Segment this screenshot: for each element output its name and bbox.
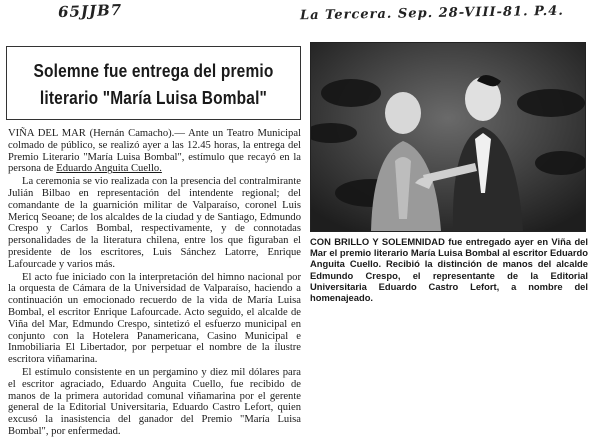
article-body [8,128,301,439]
winner-name: Eduardo Anguita Cuello. [56,163,162,175]
caption-lead: CON BRILLO Y SOLEMNIDAD [310,236,445,247]
article-lead [8,128,301,175]
article-paragraph: El acto fue iniciado con la interpretación del himno nacional por la orquesta de Cámara de la Universidad de Valparaíso, haciendo a continuación un emocionado recuerdo de la vida de María Luisa Bombal, el escritor Enrique Lafourcade. Acto seguido, el alcalde de Viña del Mar, Edmundo Crespo, sintetizó el esfuerzo municipal en conjunto con la Hotelera Panamericana, Casino Municipal e Inmobiliaria El Libertador, por perpetuar el nombre de la ilustre escritora viñamarina. [8,271,301,366]
caption-text: fue entregado ayer en Viña del Mar el premio literario María Luisa Bombal al escritor Eduardo Anguita Cuello. Recibió la distinción de manos del alcalde Edmundo Crespo, el representante de la Editorial Universitaria Eduardo Castro Lefort, a nombre del homenajeado. [310,236,589,304]
handwritten-code: 65JJB7 [57,0,123,22]
headline-line-1: Solemne fue entrega del premio [33,61,274,81]
photo-icon [311,43,585,231]
lead-text: Ante un Teatro Municipal colmado de público, se realizó ayer a las 12.45 horas, la entrega del Premio Literario "María Luisa Bombal", estímulo que recayó en la persona de [8,128,301,175]
article-paragraph: El estímulo consistente en un pergamino y diez mil dólares para el escritor agraciado, Eduardo Anguita Cuello, fue recibido de manos de la primera autoridad comunal viñamarina por el gerente general de la Editorial Universitaria, Eduardo Castro Lefort, quien excusó la inasistencia del ganador del Premio "María Luisa Bombal", por enfermedad. [8,366,301,437]
handwritten-source-date: La Tercera. Sep. 28-VIII-81. P.4. [299,3,564,24]
photo [310,42,586,232]
article-paragraph: La ceremonia se vio realizada con la presencia del contralmirante Julián Bilbao en representación del intendente regional; del comandante de la guarnición militar de Valparaíso, coronel Luis Mericq Seoane; de los alcaldes de la ciudad y de Santiago, Edmundo Crespo y Carlos Bombal, respectivamente, y de connotadas personalidades de la literatura chilena, entre los que figuraban el presidente de los escritores, Luis Sánchez Latorre, Enrique Lafourcade y varios más. [8,176,301,270]
dateline: VIÑA DEL MAR (Hernán Camacho).— [8,128,185,139]
headline [27,58,281,112]
photo-caption [310,236,588,303]
headline-line-2: literario "María Luisa Bombal" [39,88,268,108]
